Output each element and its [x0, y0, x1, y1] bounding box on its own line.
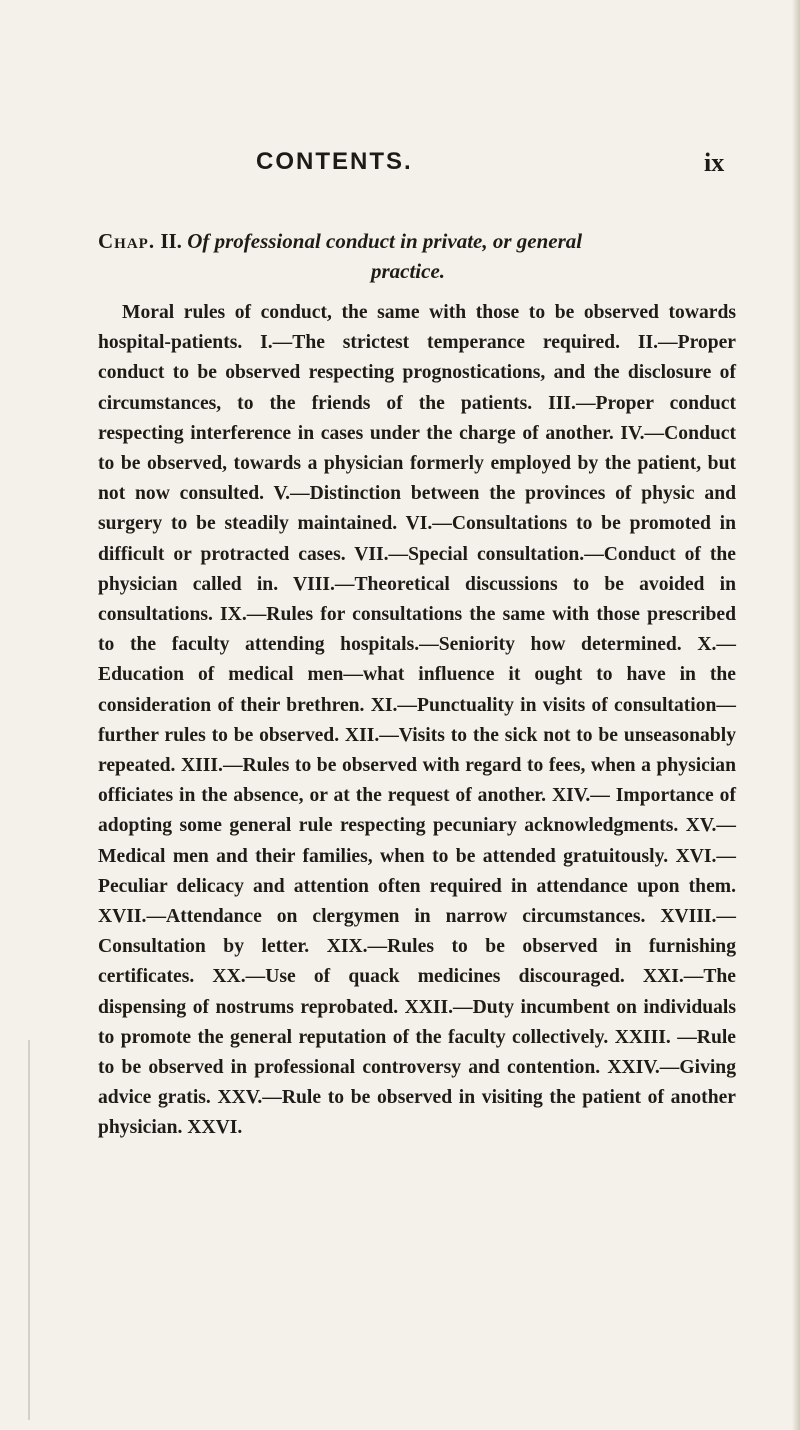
- running-head: CONTENTS.: [256, 148, 413, 175]
- page-edge-shadow: [792, 0, 800, 1430]
- page-gutter-line: [28, 1040, 30, 1420]
- chapter-number: II.: [160, 229, 182, 253]
- page-header: [0, 148, 800, 188]
- chapter-title-line-2: practice.: [370, 259, 446, 283]
- chapter-contents-paragraph: Moral rules of conduct, the same with those to be observed towards hospital-patients. I.—The strictest temperance required. II.—Proper conduct to be observed respecting prognostications, and the disclosure of circumstances, to the friends of the patients. III.—Proper conduct respecting interference in cases under the charge of another. IV.—Conduct to be observed, towards a physician formerly employed by the patient, but not now consulted. V.—Distinction between the provinces of physic and surgery to be steadily maintained. VI.—Consultations to be promoted in difficult or protracted cases. VII.—Special consultation.—Conduct of the physician called in. VIII.—Theoretical discussions to be avoided in consultations. IX.—Rules for consultations the same with those prescribed to the faculty attending hospitals.—Seniority how determined. X.—Education of medical men—what influence it ought to have in the consideration of their brethren. XI.—Punctuality in visits of consultation—further rules to be observed. XII.—Visits to the sick not to be unseasonably repeated. XIII.—Rules to be observed with regard to fees, when a physician officiates in the absence, or at the request of another. XIV.— Importance of adopting some general rule respecting pecuniary acknowledgments. XV.—Medical men and their families, when to be attended gratuitously. XVI.— Peculiar delicacy and attention often required in attendance upon them. XVII.—Attendance on clergymen in narrow circumstances. XVIII.—Consultation by letter. XIX.—Rules to be observed in furnishing certificates. XX.—Use of quack medicines discouraged. XXI.—The dispensing of nostrums reprobated. XXII.—Duty incumbent on individuals to promote the general reputation of the faculty collectively. XXIII. —Rule to be observed in professional controversy and contention. XXIV.—Giving advice gratis. XXV.—Rule to be observed in visiting the patient of another physician. XXVI.: [98, 302, 736, 1139]
- chapter-title-line-1: Of professional conduct in private, or general: [187, 229, 583, 253]
- chapter-heading: [98, 226, 738, 286]
- chapter-label: Chap.: [98, 229, 156, 253]
- page-number: ix: [704, 148, 725, 177]
